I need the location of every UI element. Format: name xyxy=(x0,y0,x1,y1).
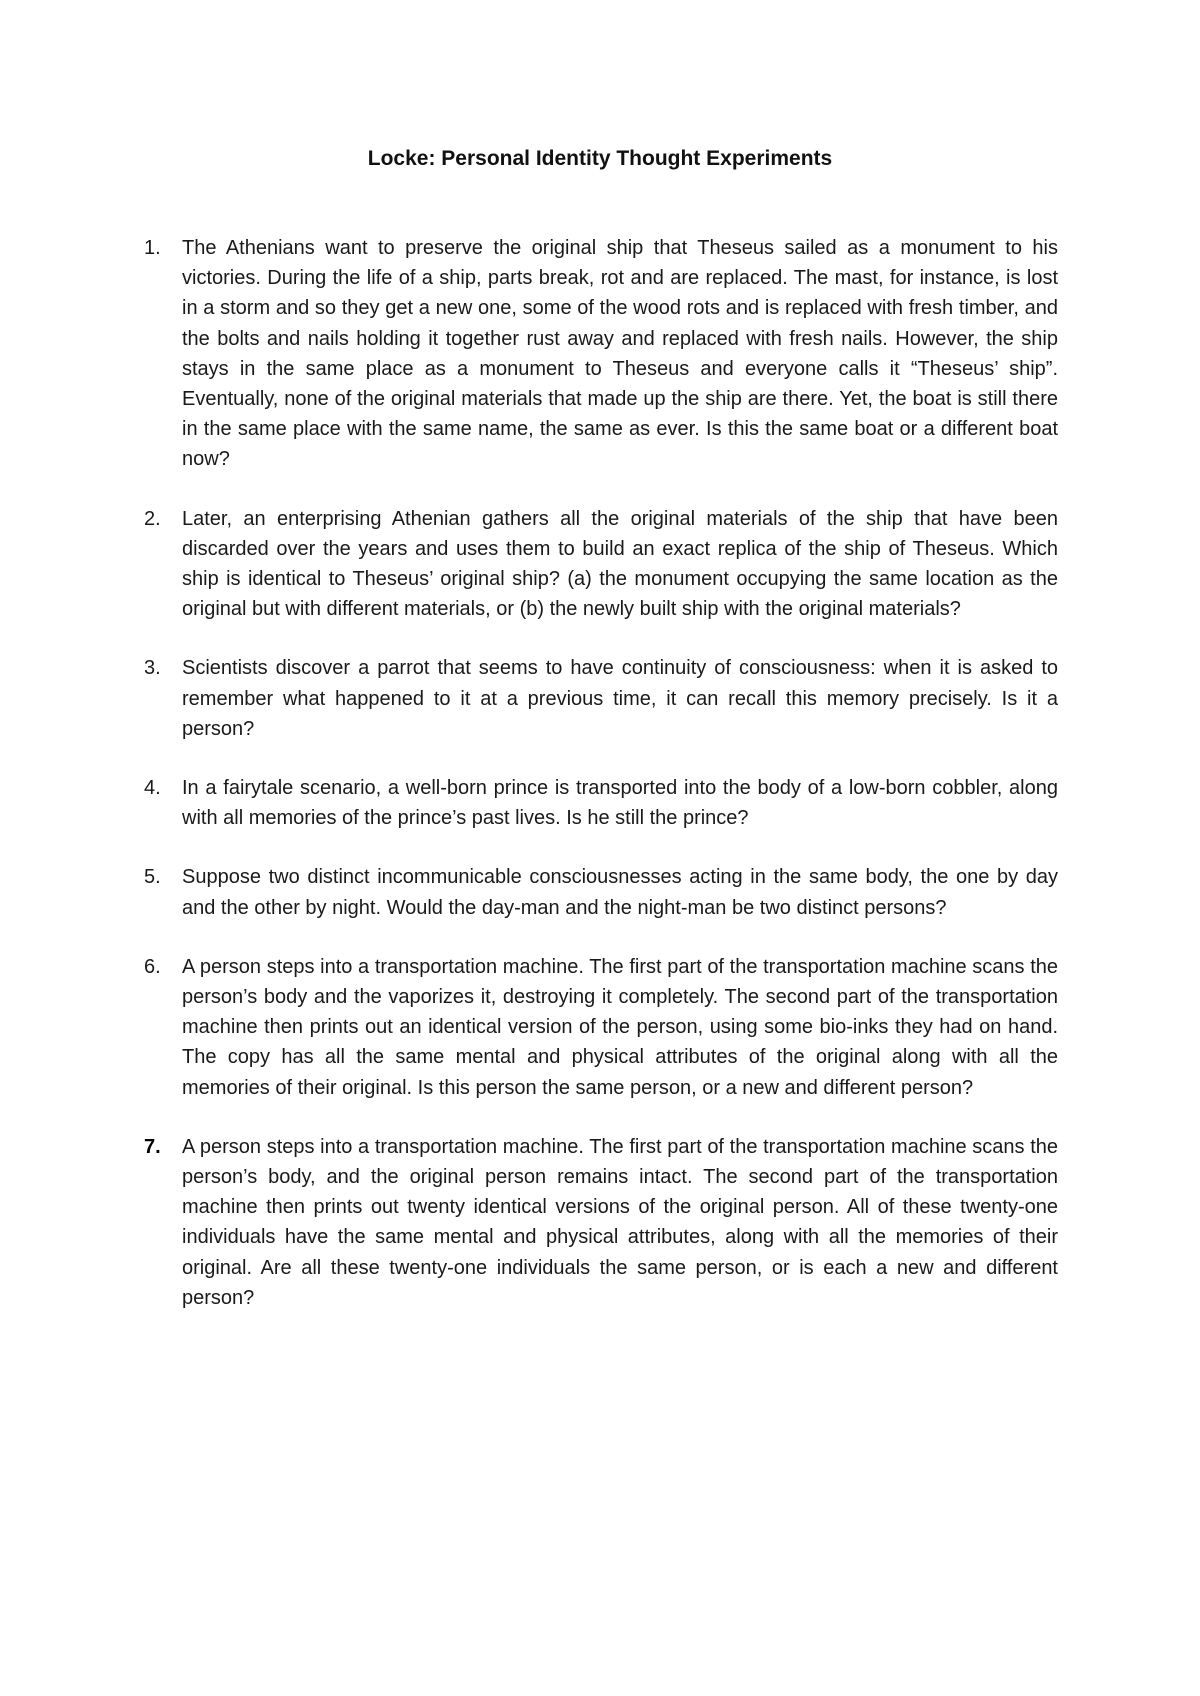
list-item-number: 5. xyxy=(144,866,161,889)
list-item xyxy=(0,1132,1200,1313)
list-item-text: Later, an enterprising Athenian gathers all the original materials of the ship that have been discarded over the years and uses them to build an exact replica of the ship of Theseus. Which ship is identical to Theseus’ original ship? (a) the monument occupying the same location as the original but with different materials, or (b) the newly built ship with the original materials? xyxy=(182,507,1058,621)
list-item xyxy=(0,504,1200,625)
list-item xyxy=(0,952,1200,1103)
list-item-number: 6. xyxy=(144,955,161,978)
list-item-number: 3. xyxy=(144,657,161,680)
list-item-number: 7. xyxy=(144,1135,161,1158)
list-item-text: In a fairytale scenario, a well-born prince is transported into the body of a low-born cobbler, along with all memories of the prince’s past lives. Is he still the prince? xyxy=(182,777,1058,830)
list-item-text: A person steps into a transportation machine. The first part of the transportation machine scans the person’s body and the vaporizes it, destroying it completely. The second part of the transportation machine then prints out an identical version of the person, using some bio-inks they had on hand. The copy has all the same mental and physical attributes of the original along with all the memories of their original. Is this person the same person, or a new and different person? xyxy=(182,955,1058,1099)
list-item-text: A person steps into a transportation machine. The first part of the transportation machine scans the person’s body, and the original person remains intact. The second part of the transportation machine then prints out twenty identical versions of the original person. All of these twenty-one individuals have the same mental and physical attributes, along with all the memories of their original. Are all these twenty-one individuals the same person, or is each a new and different person? xyxy=(182,1135,1058,1309)
list-item-text: The Athenians want to preserve the original ship that Theseus sailed as a monument to his victories. During the life of a ship, parts break, rot and are replaced. The mast, for instance, is lost in a storm and so they get a new one, some of the wood rots and is replaced with fresh timber, and the bolts and nails holding it together rust away and replaced with fresh nails. However, the ship stays in the same place as a monument to Theseus and everyone calls it “Theseus’ ship”. Eventually, none of the original materials that made up the ship are there. Yet, the boat is still there in the same place with the same name, the same as ever. Is this the same boat or a different boat now? xyxy=(182,237,1058,471)
list-item-number: 4. xyxy=(144,777,161,800)
list-item xyxy=(0,653,1200,744)
list-item-text: Suppose two distinct incommunicable consciousnesses acting in the same body, the one by day and the other by night. Would the day-man and the night-man be two distinct persons? xyxy=(182,866,1058,919)
list-item xyxy=(0,233,1200,475)
list-item-number: 1. xyxy=(144,237,161,259)
list-item xyxy=(0,773,1200,833)
document-title: Locke: Personal Identity Thought Experiments xyxy=(367,147,833,170)
thought-experiment-list xyxy=(0,233,1200,1342)
list-item-text: Scientists discover a parrot that seems to have continuity of consciousness: when it is asked to remember what happened to it at a previous time, it can recall this memory precisely. Is it a person? xyxy=(182,657,1058,740)
list-item xyxy=(0,862,1200,922)
list-item-number: 2. xyxy=(144,507,161,530)
